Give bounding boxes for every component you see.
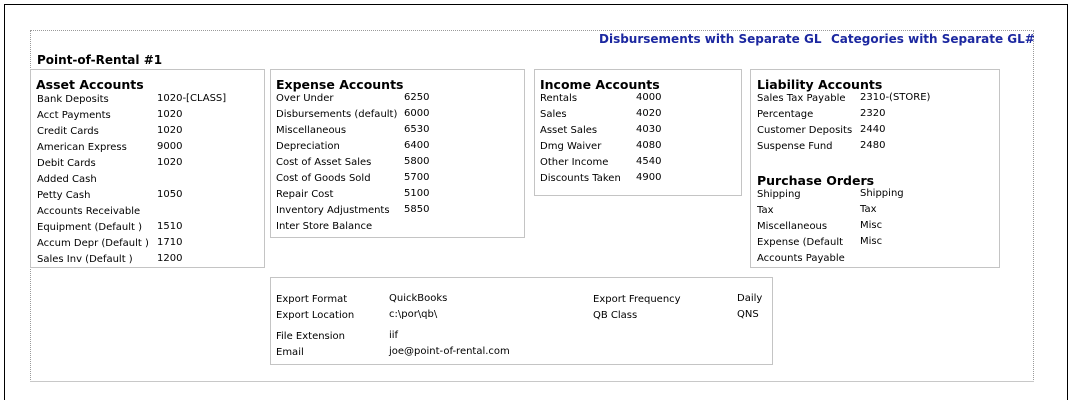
income-row-value: 4000 (636, 92, 662, 103)
expense-row-label: Inter Store Balance (276, 221, 373, 232)
income-row-value: 4540 (636, 156, 662, 167)
purchase-row-label: Tax (757, 205, 774, 216)
asset-row-label: Accum Depr (Default ) (37, 238, 149, 249)
liability-accounts-title: Liability Accounts (757, 77, 883, 92)
income-row-label: Rentals (540, 93, 578, 104)
purchase-row-value: Misc (860, 220, 883, 231)
expense-row-label: Inventory Adjustments (276, 205, 390, 216)
liability-row-label: Suspense Fund (757, 141, 833, 152)
purchase-row-value: Shipping (860, 188, 904, 199)
income-row-label: Sales (540, 109, 567, 120)
asset-row-value: 1510 (157, 221, 183, 232)
purchase-orders-title: Purchase Orders (757, 173, 875, 188)
asset-row-label: Acct Payments (37, 110, 111, 121)
income-row-label: Other Income (540, 157, 609, 168)
income-row-label: Asset Sales (540, 125, 598, 136)
asset-row-label: Equipment (Default ) (37, 222, 142, 233)
asset-row-label: Bank Deposits (37, 94, 109, 105)
liability-row-value: 2320 (860, 108, 886, 119)
export-frequency-label: Export Frequency (593, 294, 681, 305)
window-left-border (4, 4, 5, 400)
income-row-value: 4080 (636, 140, 662, 151)
asset-row-label: Debit Cards (37, 158, 96, 169)
disbursements-link[interactable]: Disbursements with Separate GL (599, 32, 822, 46)
expense-row-value: 6000 (404, 108, 430, 119)
export-location-label: Export Location (276, 310, 355, 321)
asset-row-value: 1020 (157, 109, 183, 120)
store-title: Point-of-Rental #1 (37, 53, 163, 67)
income-row-value: 4020 (636, 108, 662, 119)
qb-class-value: QNS (737, 309, 759, 320)
liability-row-label: Sales Tax Payable (757, 93, 846, 104)
asset-row-label: Sales Inv (Default ) (37, 254, 133, 265)
categories-link[interactable]: Categories with Separate GL# (831, 32, 1035, 46)
file-extension-value: iif (389, 330, 399, 341)
expense-accounts-title: Expense Accounts (276, 77, 404, 92)
expense-row-value: 6530 (404, 124, 430, 135)
qb-class-label: QB Class (593, 310, 638, 321)
asset-row-value: 1050 (157, 189, 183, 200)
asset-accounts-title: Asset Accounts (36, 77, 144, 92)
asset-row-value: 1710 (157, 237, 183, 248)
asset-row-value: 1020 (157, 157, 183, 168)
expense-row-label: Depreciation (276, 141, 340, 152)
expense-row-value: 6400 (404, 140, 430, 151)
file-extension-label: File Extension (276, 331, 346, 342)
export-frequency-value: Daily (737, 293, 763, 304)
expense-row-label: Cost of Goods Sold (276, 173, 371, 184)
liability-row-value: 2440 (860, 124, 886, 135)
asset-row-label: Added Cash (37, 174, 97, 185)
export-settings-panel (270, 277, 773, 365)
window-right-border (1067, 4, 1068, 400)
expense-row-value: 5700 (404, 172, 430, 183)
income-row-label: Discounts Taken (540, 173, 621, 184)
purchase-row-value: Tax (860, 204, 877, 215)
asset-row-label: Petty Cash (37, 190, 91, 201)
asset-row-label: American Express (37, 142, 127, 153)
purchase-row-label: Shipping (757, 189, 801, 200)
purchase-row-label: Expense (Default (757, 237, 844, 248)
expense-row-value: 6250 (404, 92, 430, 103)
liability-row-label: Percentage (757, 109, 814, 120)
email-value: joe@point-of-rental.com (389, 346, 510, 357)
window-top-border (4, 4, 1068, 5)
asset-row-value: 1200 (157, 253, 183, 264)
expense-row-label: Miscellaneous (276, 125, 347, 136)
export-format-label: Export Format (276, 294, 348, 305)
expense-row-value: 5800 (404, 156, 430, 167)
expense-row-value: 5850 (404, 204, 430, 215)
asset-row-value: 1020 (157, 125, 183, 136)
expense-row-value: 5100 (404, 188, 430, 199)
purchase-row-label: Miscellaneous (757, 221, 828, 232)
purchase-row-label: Accounts Payable (757, 253, 845, 264)
income-row-value: 4900 (636, 172, 662, 183)
divider (30, 381, 1034, 382)
email-label: Email (276, 347, 304, 358)
asset-row-label: Accounts Receivable (37, 206, 141, 217)
asset-row-label: Credit Cards (37, 126, 99, 137)
income-accounts-title: Income Accounts (540, 77, 660, 92)
export-format-value: QuickBooks (389, 293, 448, 304)
income-row-label: Dmg Waiver (540, 141, 602, 152)
expense-row-label: Disbursements (default) (276, 109, 398, 120)
liability-row-value: 2310-(STORE) (860, 92, 931, 103)
expense-row-label: Over Under (276, 93, 334, 104)
liability-row-value: 2480 (860, 140, 886, 151)
expense-row-label: Cost of Asset Sales (276, 157, 372, 168)
export-location-value: c:\por\qb\ (389, 309, 438, 320)
liability-row-label: Customer Deposits (757, 125, 853, 136)
purchase-row-value: Misc (860, 236, 883, 247)
asset-row-value: 1020-[CLASS] (157, 93, 227, 104)
asset-row-value: 9000 (157, 141, 183, 152)
income-row-value: 4030 (636, 124, 662, 135)
expense-row-label: Repair Cost (276, 189, 334, 200)
